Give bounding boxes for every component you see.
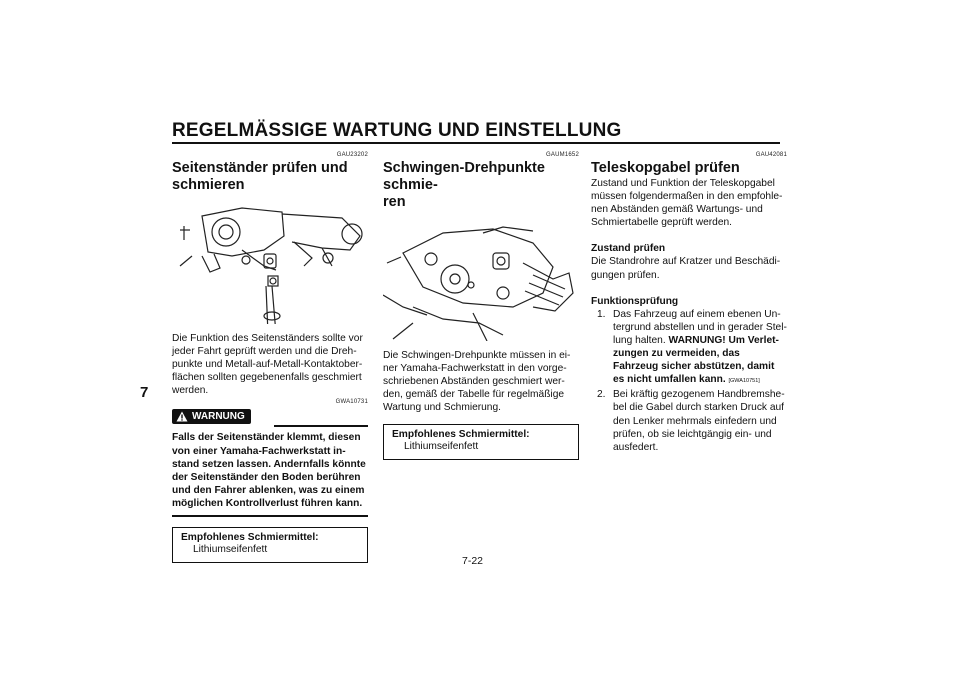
fork-intro: Zustand und Funktion der Teleskopgabel müssen folgendermaßen in den empfohle- nen Abständen gemäß Wartungs- und Schmiertabelle geprüft werden.: [591, 178, 783, 229]
section-code: GAUM1652: [546, 152, 579, 158]
lubricant-value: Lithiumseifenfett: [193, 543, 268, 555]
lubricant-title: Empfohlenes Schmiermittel:: [181, 531, 319, 543]
section-heading: Schwingen-Drehpunkte schmie- ren: [383, 160, 545, 210]
section-side-stand: [172, 152, 368, 563]
swingarm-illustration: [383, 223, 579, 341]
lubricant-box: [383, 424, 579, 460]
warning-rule: [274, 425, 368, 427]
section-heading: Teleskopgabel prüfen: [591, 160, 740, 176]
condition-check: Zustand prüfen Die Standrohre auf Kratzer und Beschädi- gungen prüfen.: [591, 242, 787, 281]
section-heading: Seitenständer prüfen und schmieren: [172, 160, 348, 193]
warning-code: GWA10731: [335, 399, 368, 406]
side-stand-description: Die Funktion des Seitenständers sollte vor jeder Fahrt geprüft werden und die Dreh- punkte und Metall-auf-Metall-Kontaktober- flächen sollten gegebenenfalls geschmiert werden.: [172, 333, 363, 397]
title-rule: [172, 142, 780, 144]
warning-end-rule: [172, 515, 368, 517]
step-item: 1. Das Fahrzeug auf einem ebenen Un- tergrund abstellen und in gerader Stel- lung halten. WARNUNG! Um Verlet- zungen zu vermeiden, das Fahrzeug sicher abstützen, damit es nicht umfallen kann. [GWA10751]: [597, 308, 787, 386]
warning-header: [172, 409, 368, 427]
section-code: GAU23202: [336, 152, 368, 158]
section-swingarm: [383, 152, 579, 460]
lubricant-box: [172, 527, 368, 563]
section-front-fork: [591, 152, 787, 454]
warning-text: Falls der Seitenständer klemmt, diesen von einer Yamaha-Fachwerkstatt in- stand setzen lassen. Andernfalls könnte der Seitenständer den Boden berühren und den Fahrer ablenken, was zu einem möglichen Kontrollverlust führen kann.: [172, 432, 366, 509]
swingarm-description: Die Schwingen-Drehpunkte müssen in ei- ner Yamaha-Fachwerkstatt in den vorge- schriebenen Abständen geschmiert wer- den, gemäß der Tabelle für regelmäßige Wartung und Schmierung.: [383, 350, 571, 414]
page-number: 7-22: [462, 555, 484, 567]
subheading: Funktionsprüfung: [591, 295, 679, 307]
side-stand-illustration: [172, 206, 368, 324]
lubricant-value: Lithiumseifenfett: [404, 441, 479, 453]
warning-badge: WARNUNG: [172, 409, 251, 424]
lubricant-title: Empfohlenes Schmiermittel:: [392, 429, 530, 441]
step-item: 2. Bei kräftig gezogenem Handbremshe- bel die Gabel durch starken Druck auf den Lenker mehrmals einfedern und prüfen, ob sie leichtgängig ein- und ausfedert.: [597, 389, 785, 453]
page-title: REGELMÄSSIGE WARTUNG UND EINSTELLUNG: [172, 120, 622, 141]
warning-triangle-icon: [176, 411, 188, 422]
chapter-tab: 7: [140, 384, 149, 401]
subheading: Zustand prüfen: [591, 243, 666, 255]
function-check: [591, 295, 787, 454]
section-code: GAU42081: [755, 152, 787, 158]
